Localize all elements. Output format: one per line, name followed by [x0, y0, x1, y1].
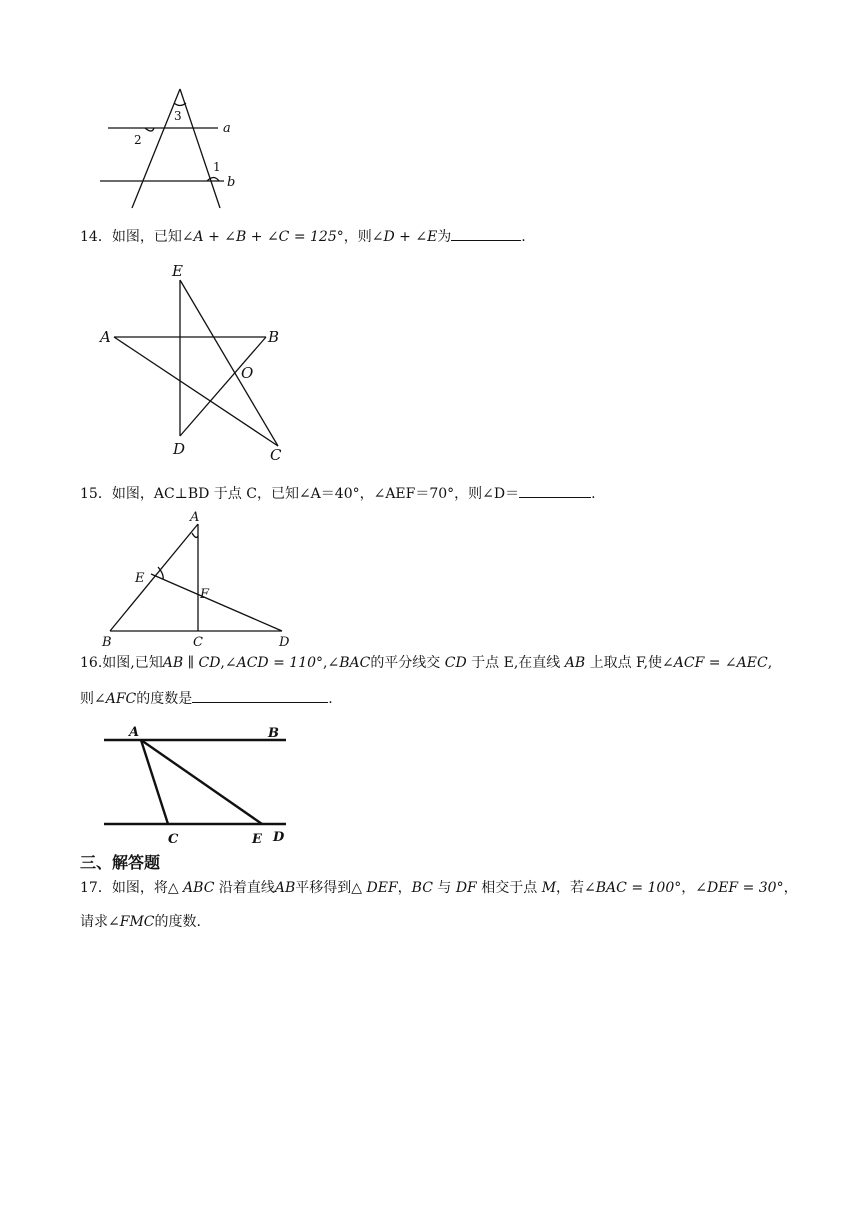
question-17-line-2 — [80, 912, 201, 932]
q17-math: BC — [411, 880, 433, 896]
q16-math: ∠BAC — [327, 655, 371, 671]
label-B: B — [102, 635, 112, 648]
q17-text: 相交于点 — [481, 880, 538, 896]
q17-math: ∠DEF = 30° — [695, 880, 784, 896]
question-16-line-1 — [80, 653, 772, 673]
q17-math: ∠FMC — [108, 914, 155, 930]
q17-math: ∠BAC = 100° — [584, 880, 682, 896]
label-B: B — [268, 726, 279, 741]
q16-text: , — [323, 655, 328, 671]
q16-text: 则 — [80, 691, 94, 707]
q14-math-given: ∠A + ∠B + ∠C = 125° — [181, 229, 344, 245]
q14-text-post: 为 — [437, 229, 452, 245]
label-b: b — [227, 175, 236, 190]
q17-text: 与 — [437, 880, 452, 896]
q16-text: , — [767, 655, 773, 671]
figure-parallel-lines-angles — [90, 82, 260, 214]
label-A: A — [190, 510, 200, 525]
section-heading-solutions: 三、解答题 — [80, 853, 161, 872]
q16-text: 的度数是 — [136, 691, 193, 707]
q15-end: . — [591, 486, 596, 502]
label-3: 3 — [174, 109, 182, 123]
q17-text: 的度数. — [154, 914, 201, 930]
angle-A-arc — [192, 533, 198, 537]
label-D: D — [173, 440, 186, 458]
label-C: C — [193, 635, 203, 648]
label-D: D — [279, 635, 290, 648]
label-A: A — [100, 328, 111, 346]
q16-math: ∠ACF = ∠AEC — [662, 655, 768, 671]
q17-math: M — [541, 880, 557, 896]
q17-text: ， — [681, 880, 696, 896]
label-2: 2 — [134, 133, 142, 147]
q16-text: 的平分线交 — [370, 655, 441, 671]
q16-number: 16. — [80, 655, 103, 671]
transversal-right — [180, 89, 220, 208]
q16-text: , — [220, 655, 225, 671]
q17-text: ， — [783, 880, 798, 896]
label-C: C — [168, 832, 179, 847]
q16-math: ∠ACD = 110° — [224, 655, 324, 671]
segment-ED — [151, 574, 282, 631]
transversal-left — [132, 89, 180, 208]
q17-text: ，若 — [556, 880, 585, 896]
question-17-line-1 — [80, 878, 798, 898]
segment-AC — [141, 740, 168, 824]
segment-AE — [141, 740, 262, 824]
q16-text: 如图,已知 — [102, 655, 163, 671]
label-E: E — [252, 832, 262, 847]
segment-AB — [110, 524, 198, 631]
label-a: a — [223, 121, 231, 136]
label-E: E — [172, 262, 183, 280]
q16-math: ∠AFC — [94, 691, 137, 707]
q17-text: 如图，将 — [111, 880, 168, 896]
figure-triangle-aef — [96, 506, 306, 648]
label-C: C — [270, 446, 282, 464]
q17-math: △ ABC — [167, 880, 215, 896]
q15-answer-blank — [519, 483, 591, 498]
label-D: D — [273, 830, 285, 845]
q16-math: CD — [444, 655, 467, 671]
q17-text: 沿着直线 — [218, 880, 275, 896]
q17-text: 请求 — [80, 914, 108, 930]
q16-text: 于点 E,在直线 — [471, 655, 561, 671]
label-B: B — [268, 328, 280, 346]
q14-math-ask: ∠D + ∠E — [371, 229, 438, 245]
q17-number: 17． — [80, 880, 112, 896]
q16-math: AB — [564, 655, 586, 671]
q17-math: DF — [455, 880, 477, 896]
q16-text: 上取点 F,使 — [589, 655, 663, 671]
figure-star — [96, 258, 296, 468]
q17-text: ， — [397, 880, 412, 896]
q14-end: . — [521, 229, 526, 245]
q17-text: 平移得到 — [295, 880, 352, 896]
q17-math: AB — [274, 880, 296, 896]
label-E: E — [135, 571, 145, 586]
question-15 — [80, 483, 596, 504]
segment-EC — [180, 280, 278, 446]
q14-answer-blank — [451, 226, 521, 241]
q16-end: . — [328, 691, 333, 707]
label-1: 1 — [213, 160, 221, 174]
question-14 — [80, 226, 526, 247]
label-A: A — [129, 725, 140, 740]
q16-answer-blank — [192, 688, 328, 703]
q16-math: AB ∥ CD — [162, 655, 221, 671]
q17-math: △ DEF — [351, 880, 398, 896]
question-16-line-2 — [80, 688, 333, 709]
label-O: O — [241, 364, 254, 382]
q14-text-pre: 如图，已知 — [111, 229, 182, 245]
q15-number: 15． — [80, 486, 112, 502]
segment-AC — [114, 337, 278, 446]
figure-parallel-ab-cd — [96, 720, 306, 850]
q15-text: 如图，AC⊥BD 于点 C，已知∠A＝40°，∠AEF＝70°，则∠D＝ — [111, 486, 520, 502]
q14-text-mid: ，则 — [343, 229, 372, 245]
label-F: F — [200, 587, 210, 602]
q14-number: 14． — [80, 229, 112, 245]
